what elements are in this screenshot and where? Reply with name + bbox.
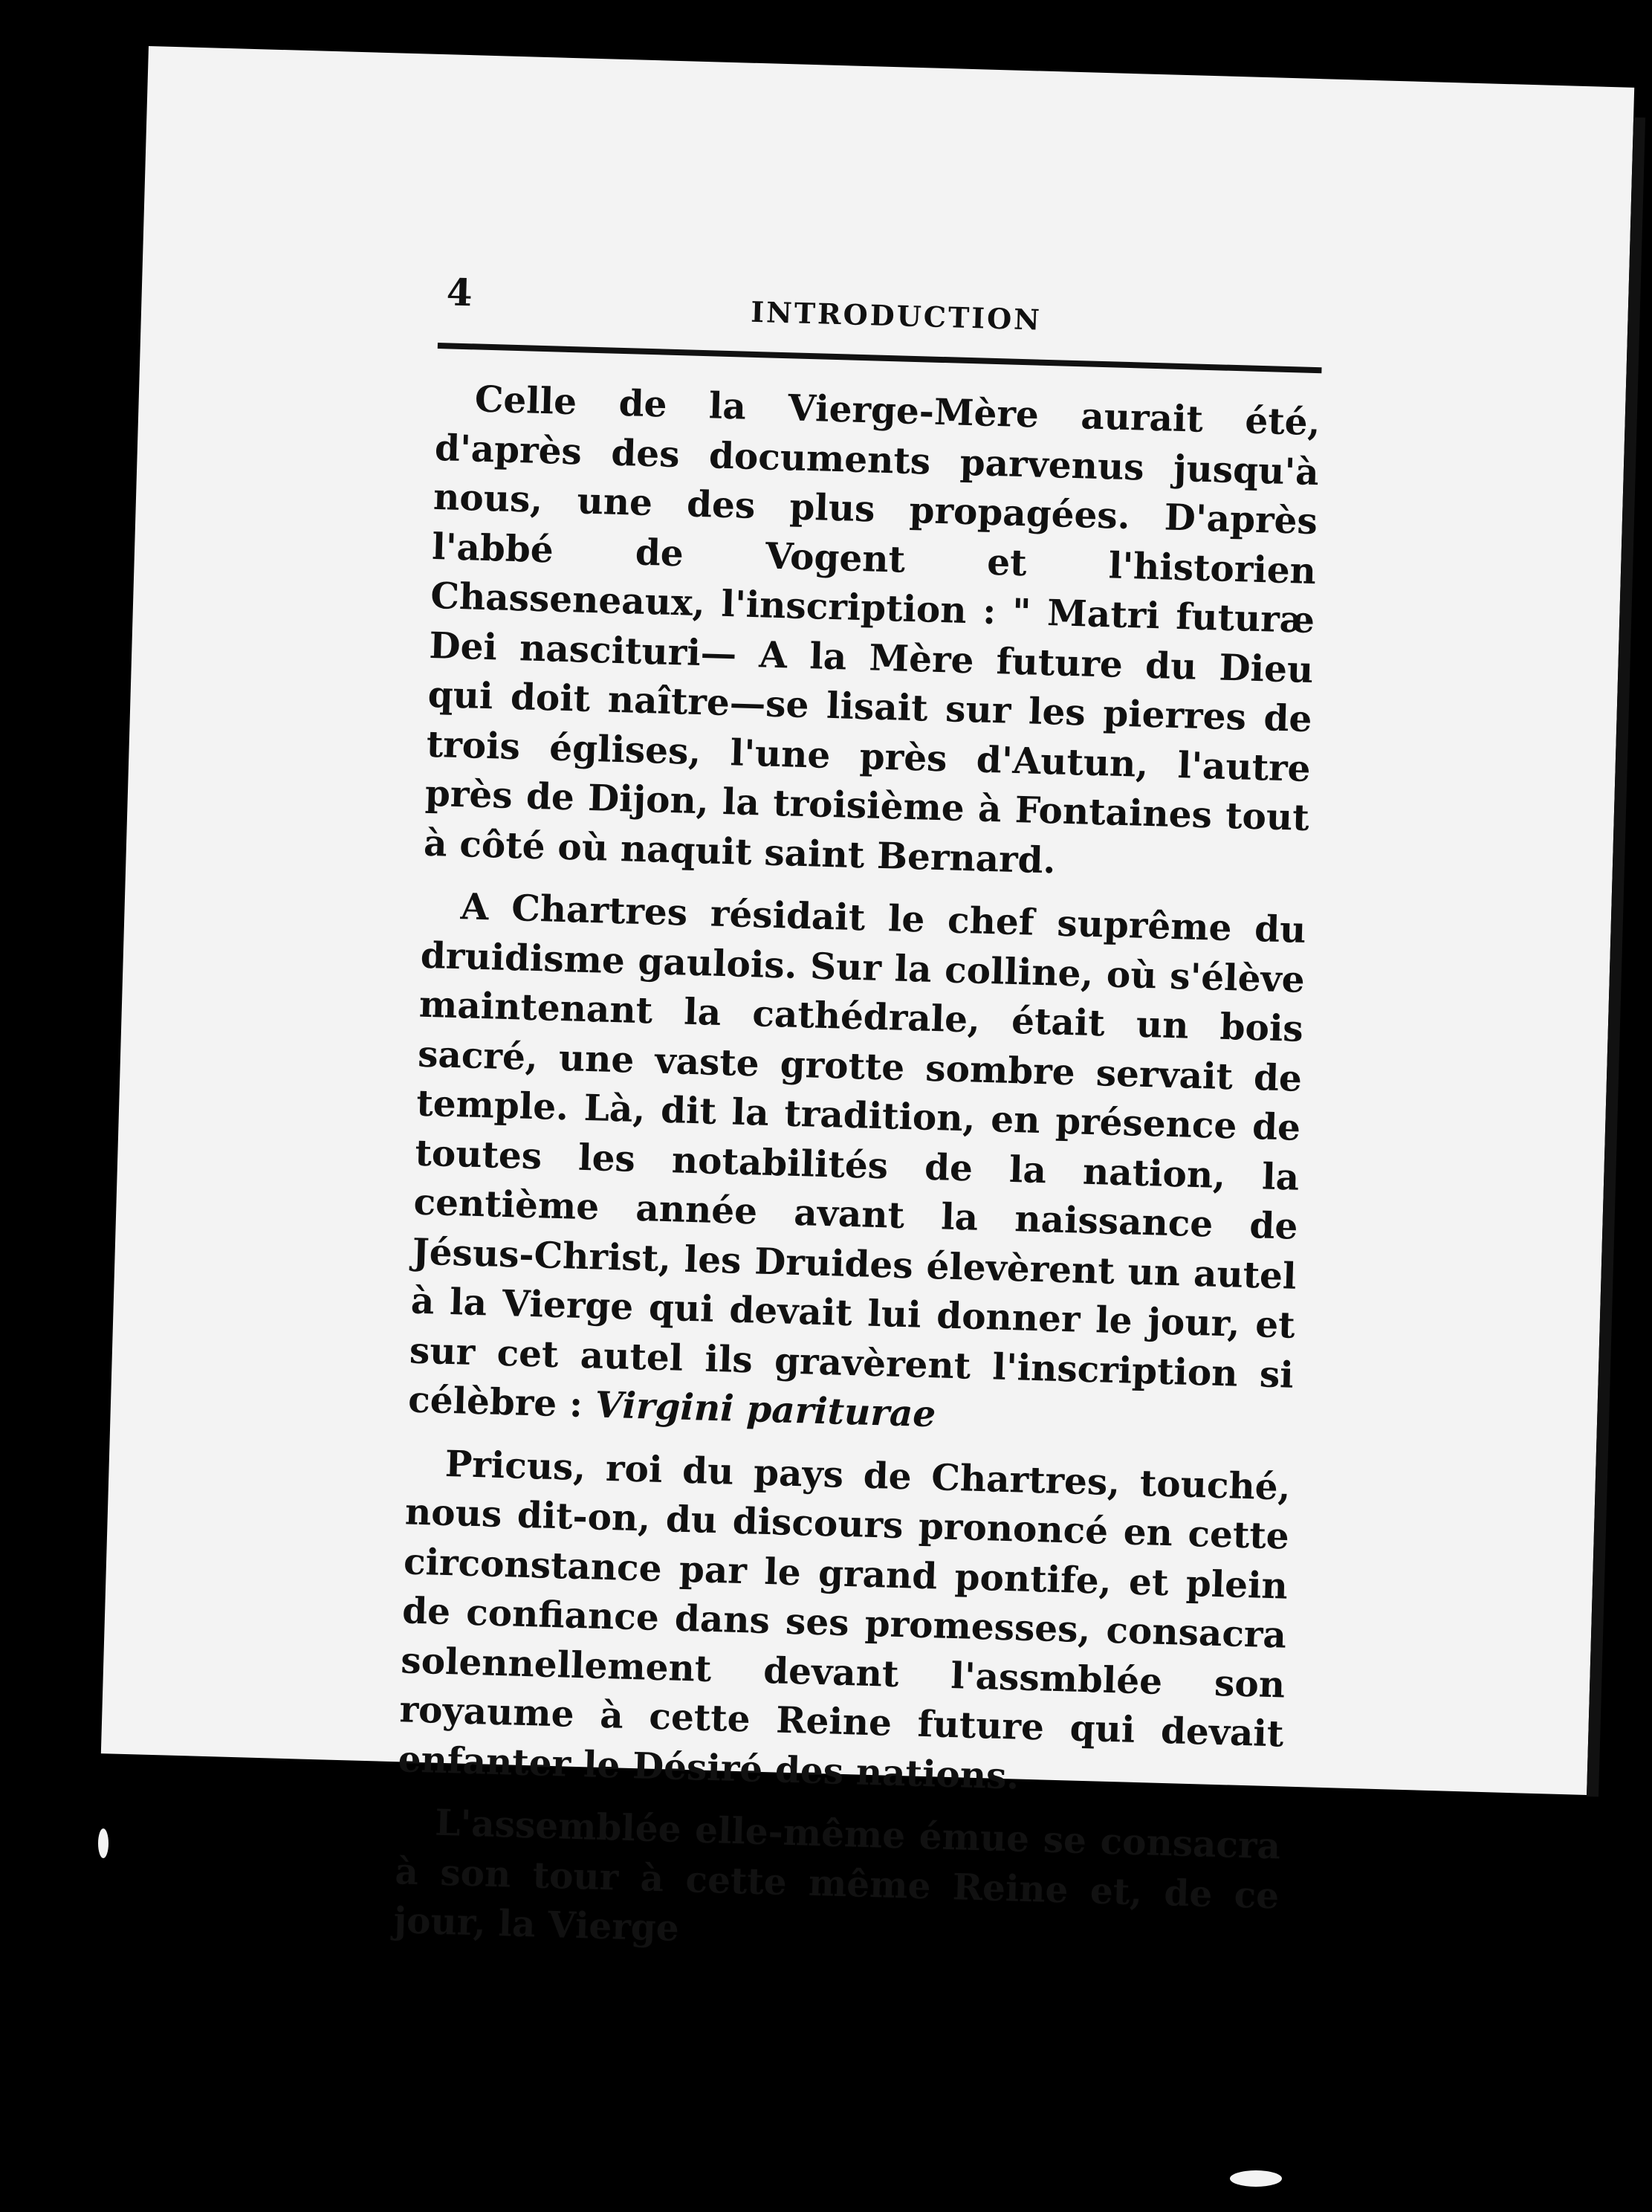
body-text (392, 374, 1321, 1984)
header-rule (438, 343, 1322, 373)
scan-speck (98, 1828, 108, 1858)
page-number: 4 (446, 270, 473, 315)
paragraph-2-text: A Chartres résidait le chef suprême du druidisme gaulois. Sur la colline, où s'élève maintenant la cathédrale, était un bois sacré, une vaste grotte sombre servait de temple. Là, dit la tradition, en présence de toutes les notabilités de la nation, la centième année avant la naissance de Jésus-Christ, les Druides élevèrent un autel à la Vierge qui devait lui donner le jour, et sur cet autel ils gravèrent l'inscription si célèbre : (407, 885, 1307, 1426)
paragraph-3: Pricus, roi du pays de Chartres, touché, nous dit-on, du discours prononcé en cette circonstance par le grand pontife, et plein de confiance dans ses promesses, consacra solennellement devant l'assmblée son royaume à cette Reine future qui devait enfanter le Désiré des nations. (397, 1442, 1292, 1798)
book-page (101, 46, 1634, 1950)
paragraph-2-latin-phrase: Virgini pariturae (595, 1383, 936, 1436)
paragraph-4: L'assemblée elle-même émue se consacra à son tour à cette même Reine et, de ce jour, la Vierge (392, 1801, 1281, 1950)
running-title: INTRODUCTION (750, 294, 1043, 337)
paragraph-1: Celle de la Vierge-Mère aurait été, d'après des documents parvenus jusqu'à nous, une des plus propagées. D'après l'abbé de Vogent et l'historien Chasseneaux, l'inscription : " Matri futuræ Dei nascituri— A la Mère future du Dieu qui doit naître—se lisait sur les pierres de trois églises, l'une près d'Autun, l'autre près de Dijon, la troisième à Fontaines tout à côté où naquit saint Bernard. (423, 378, 1321, 882)
page-edge-shadow (1587, 117, 1645, 1797)
paragraph-2 (407, 882, 1306, 1449)
scan-speck (1230, 2170, 1282, 2187)
